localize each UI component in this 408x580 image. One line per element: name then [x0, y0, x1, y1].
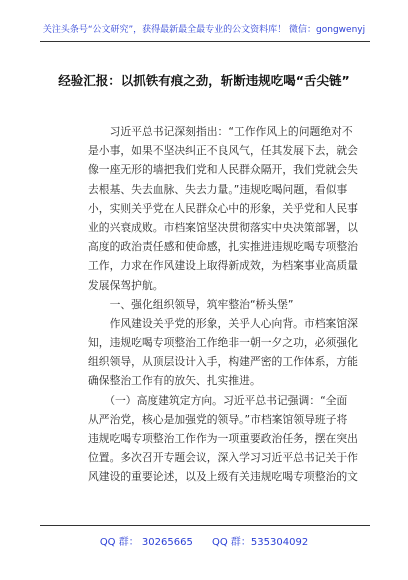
body-line: 业的兴衰成败。市档案馆坚决贯彻落实中央决策部署，以: [88, 220, 358, 234]
footer-qq-group-2: QQ 群：535304092: [212, 537, 309, 548]
body-line: 发展保驾护航。: [88, 278, 164, 292]
document-body: [88, 122, 358, 487]
body-line: 像一座无形的墙把我们党和人民群众隔开，我们党就会失: [88, 163, 358, 177]
body-line: 是小事，如果不坚决纠正不良风气，任其发展下去，就会: [88, 144, 358, 158]
body-line: 风建设的重要论述，以及上级有关违规吃喝专项整治的文: [88, 470, 358, 484]
footer: [0, 533, 408, 548]
body-line: 组织领导，从顶层设计入手，构建严密的工作体系，方能: [88, 355, 358, 369]
footer-divider: [40, 525, 370, 526]
body-line: （一）高度建筑定方向。习近平总书记强调：“全面: [88, 393, 348, 407]
body-line: 习近平总书记深刻指出：“工作作风上的问题绝对不: [88, 125, 353, 138]
body-line: 去根基、失去血脉、失去力量。”违规吃喝问题，看似事: [88, 182, 348, 196]
header-banner: 关注头条号“公文研究”，获得最新最全最专业的公文资料库！ 微信：gongwenyj: [42, 25, 366, 35]
body-line: 确保整治工作有的放矢、扎实推进。: [88, 374, 261, 388]
footer-qq-group-1: QQ 群： 30265665: [99, 537, 193, 548]
body-line: 知，违规吃喝专项整治工作绝非一朝一夕之功，必须强化: [88, 336, 358, 350]
document-title: 经验汇报：以抓铁有痕之劲，斩断违规吃喝“舌尖链”: [58, 73, 350, 88]
section-heading: 一、强化组织领导，筑牢整治“桥头堡”: [88, 297, 294, 311]
header-divider: [40, 41, 370, 42]
body-line: 位置。多次召开专题会议，深入学习习近平总书记关于作: [88, 451, 358, 465]
body-line: 工作，力求在作风建设上取得新成效，为档案事业高质量: [88, 259, 358, 273]
body-line: 作风建设关乎党的形象，关乎人心向背。市档案馆深: [88, 316, 358, 330]
body-line: 违规吃喝专项整治工作作为一项重要政治任务，摆在突出: [88, 432, 358, 445]
body-line: 从严治党，核心是加强党的领导。”市档案馆领导班子将: [88, 412, 348, 426]
body-line: 高度的政治责任感和使命感，扎实推进违规吃喝专项整治: [88, 240, 358, 254]
body-line: 小，实则关乎党在人民群众心中的形象，关乎党和人民事: [88, 201, 358, 215]
